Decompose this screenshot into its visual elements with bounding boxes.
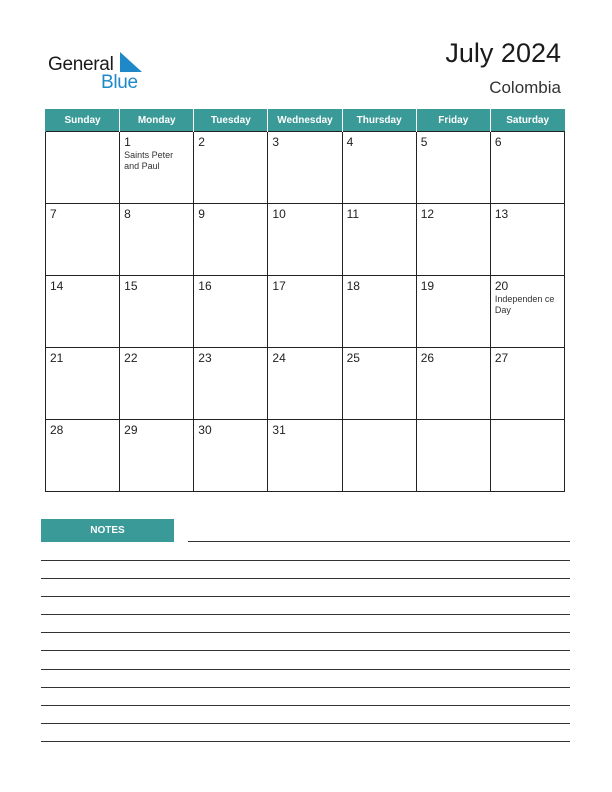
day-cell[interactable] — [268, 204, 342, 276]
note-line[interactable] — [41, 687, 570, 688]
day-cell[interactable] — [416, 348, 490, 420]
day-cell[interactable] — [490, 420, 564, 492]
day-cell[interactable] — [342, 204, 416, 276]
day-number: 11 — [346, 207, 360, 221]
day-cell[interactable] — [46, 276, 120, 348]
day-cell[interactable] — [46, 348, 120, 420]
logo-text-blue: Blue — [101, 72, 138, 93]
calendar-title: July 2024 — [445, 38, 561, 68]
day-cell[interactable] — [120, 132, 194, 204]
weekday-header-row — [46, 109, 565, 132]
week-row — [46, 132, 565, 204]
weekday-thursday: Thursday — [342, 109, 416, 132]
day-cell[interactable] — [416, 132, 490, 204]
weekday-wednesday: Wednesday — [268, 109, 342, 132]
day-cell[interactable] — [490, 276, 564, 348]
day-cell[interactable] — [120, 348, 194, 420]
day-number: 9 — [198, 207, 205, 221]
day-cell[interactable] — [490, 132, 564, 204]
day-cell[interactable] — [120, 204, 194, 276]
day-cell[interactable] — [342, 276, 416, 348]
week-row — [46, 204, 565, 276]
day-cell[interactable] — [268, 276, 342, 348]
day-number: 23 — [198, 351, 212, 365]
note-line[interactable] — [41, 669, 570, 670]
day-number: 10 — [272, 207, 286, 221]
calendar-grid — [45, 109, 565, 492]
day-number: 7 — [50, 207, 57, 221]
day-number: 31 — [272, 423, 286, 437]
holiday-label: Saints Peter and Paul — [124, 150, 174, 171]
country-name: Colombia — [489, 78, 561, 97]
day-number: 4 — [346, 135, 354, 149]
day-number: 25 — [346, 351, 360, 365]
note-line[interactable] — [41, 650, 570, 651]
day-number: 19 — [420, 279, 435, 293]
day-cell[interactable] — [46, 204, 120, 276]
week-row — [46, 276, 565, 348]
day-cell[interactable] — [120, 420, 194, 492]
day-cell[interactable] — [268, 348, 342, 420]
day-number: 15 — [124, 279, 138, 293]
note-line[interactable] — [41, 723, 570, 724]
logo-triangle-icon — [120, 52, 142, 72]
day-cell[interactable] — [490, 204, 564, 276]
day-cell[interactable] — [490, 348, 564, 420]
day-number: 5 — [420, 135, 428, 149]
day-cell[interactable] — [194, 132, 268, 204]
note-line[interactable] — [188, 541, 570, 542]
day-cell[interactable] — [268, 420, 342, 492]
day-cell[interactable] — [120, 276, 194, 348]
note-line[interactable] — [41, 705, 570, 706]
week-row — [46, 348, 565, 420]
weekday-sunday: Sunday — [46, 109, 120, 132]
day-number: 3 — [272, 135, 280, 149]
weekday-tuesday: Tuesday — [194, 109, 268, 132]
day-number: 20 — [494, 279, 509, 293]
day-number: 1 — [124, 135, 131, 149]
day-number: 28 — [50, 423, 64, 437]
day-cell[interactable] — [342, 348, 416, 420]
day-number: 21 — [50, 351, 64, 365]
note-line[interactable] — [41, 596, 570, 597]
day-cell[interactable] — [46, 132, 120, 204]
day-number: 18 — [346, 279, 360, 293]
day-cell[interactable] — [46, 420, 120, 492]
day-number: 22 — [124, 351, 138, 365]
note-line[interactable] — [41, 632, 570, 633]
day-cell[interactable] — [268, 132, 342, 204]
day-cell[interactable] — [194, 276, 268, 348]
day-cell[interactable] — [194, 348, 268, 420]
day-number: 2 — [198, 135, 205, 149]
day-cell[interactable] — [416, 204, 490, 276]
weekday-saturday: Saturday — [490, 109, 564, 132]
day-cell[interactable] — [416, 420, 490, 492]
day-number: 29 — [124, 423, 138, 437]
day-cell[interactable] — [416, 276, 490, 348]
day-number: 30 — [198, 423, 212, 437]
day-number: 14 — [50, 279, 64, 293]
day-number: 6 — [494, 135, 502, 149]
day-number: 24 — [272, 351, 286, 365]
weekday-monday: Monday — [120, 109, 194, 132]
day-number: 17 — [272, 279, 286, 293]
day-number: 8 — [124, 207, 131, 221]
day-number: 12 — [420, 207, 435, 221]
logo-text-general: General — [48, 54, 114, 75]
logo — [48, 52, 158, 92]
day-cell[interactable] — [342, 420, 416, 492]
day-cell[interactable] — [342, 132, 416, 204]
day-number: 13 — [494, 207, 509, 221]
notes-heading: NOTES — [41, 519, 174, 542]
day-number: 16 — [198, 279, 212, 293]
day-cell[interactable] — [194, 204, 268, 276]
day-number: 26 — [420, 351, 435, 365]
note-line[interactable] — [41, 578, 570, 579]
week-row — [46, 420, 565, 492]
day-number: 27 — [494, 351, 509, 365]
note-line[interactable] — [41, 560, 570, 561]
note-line[interactable] — [41, 614, 570, 615]
day-cell[interactable] — [194, 420, 268, 492]
note-line[interactable] — [41, 741, 570, 742]
holiday-label: Independen ce Day — [494, 294, 555, 315]
weekday-friday: Friday — [416, 109, 490, 132]
